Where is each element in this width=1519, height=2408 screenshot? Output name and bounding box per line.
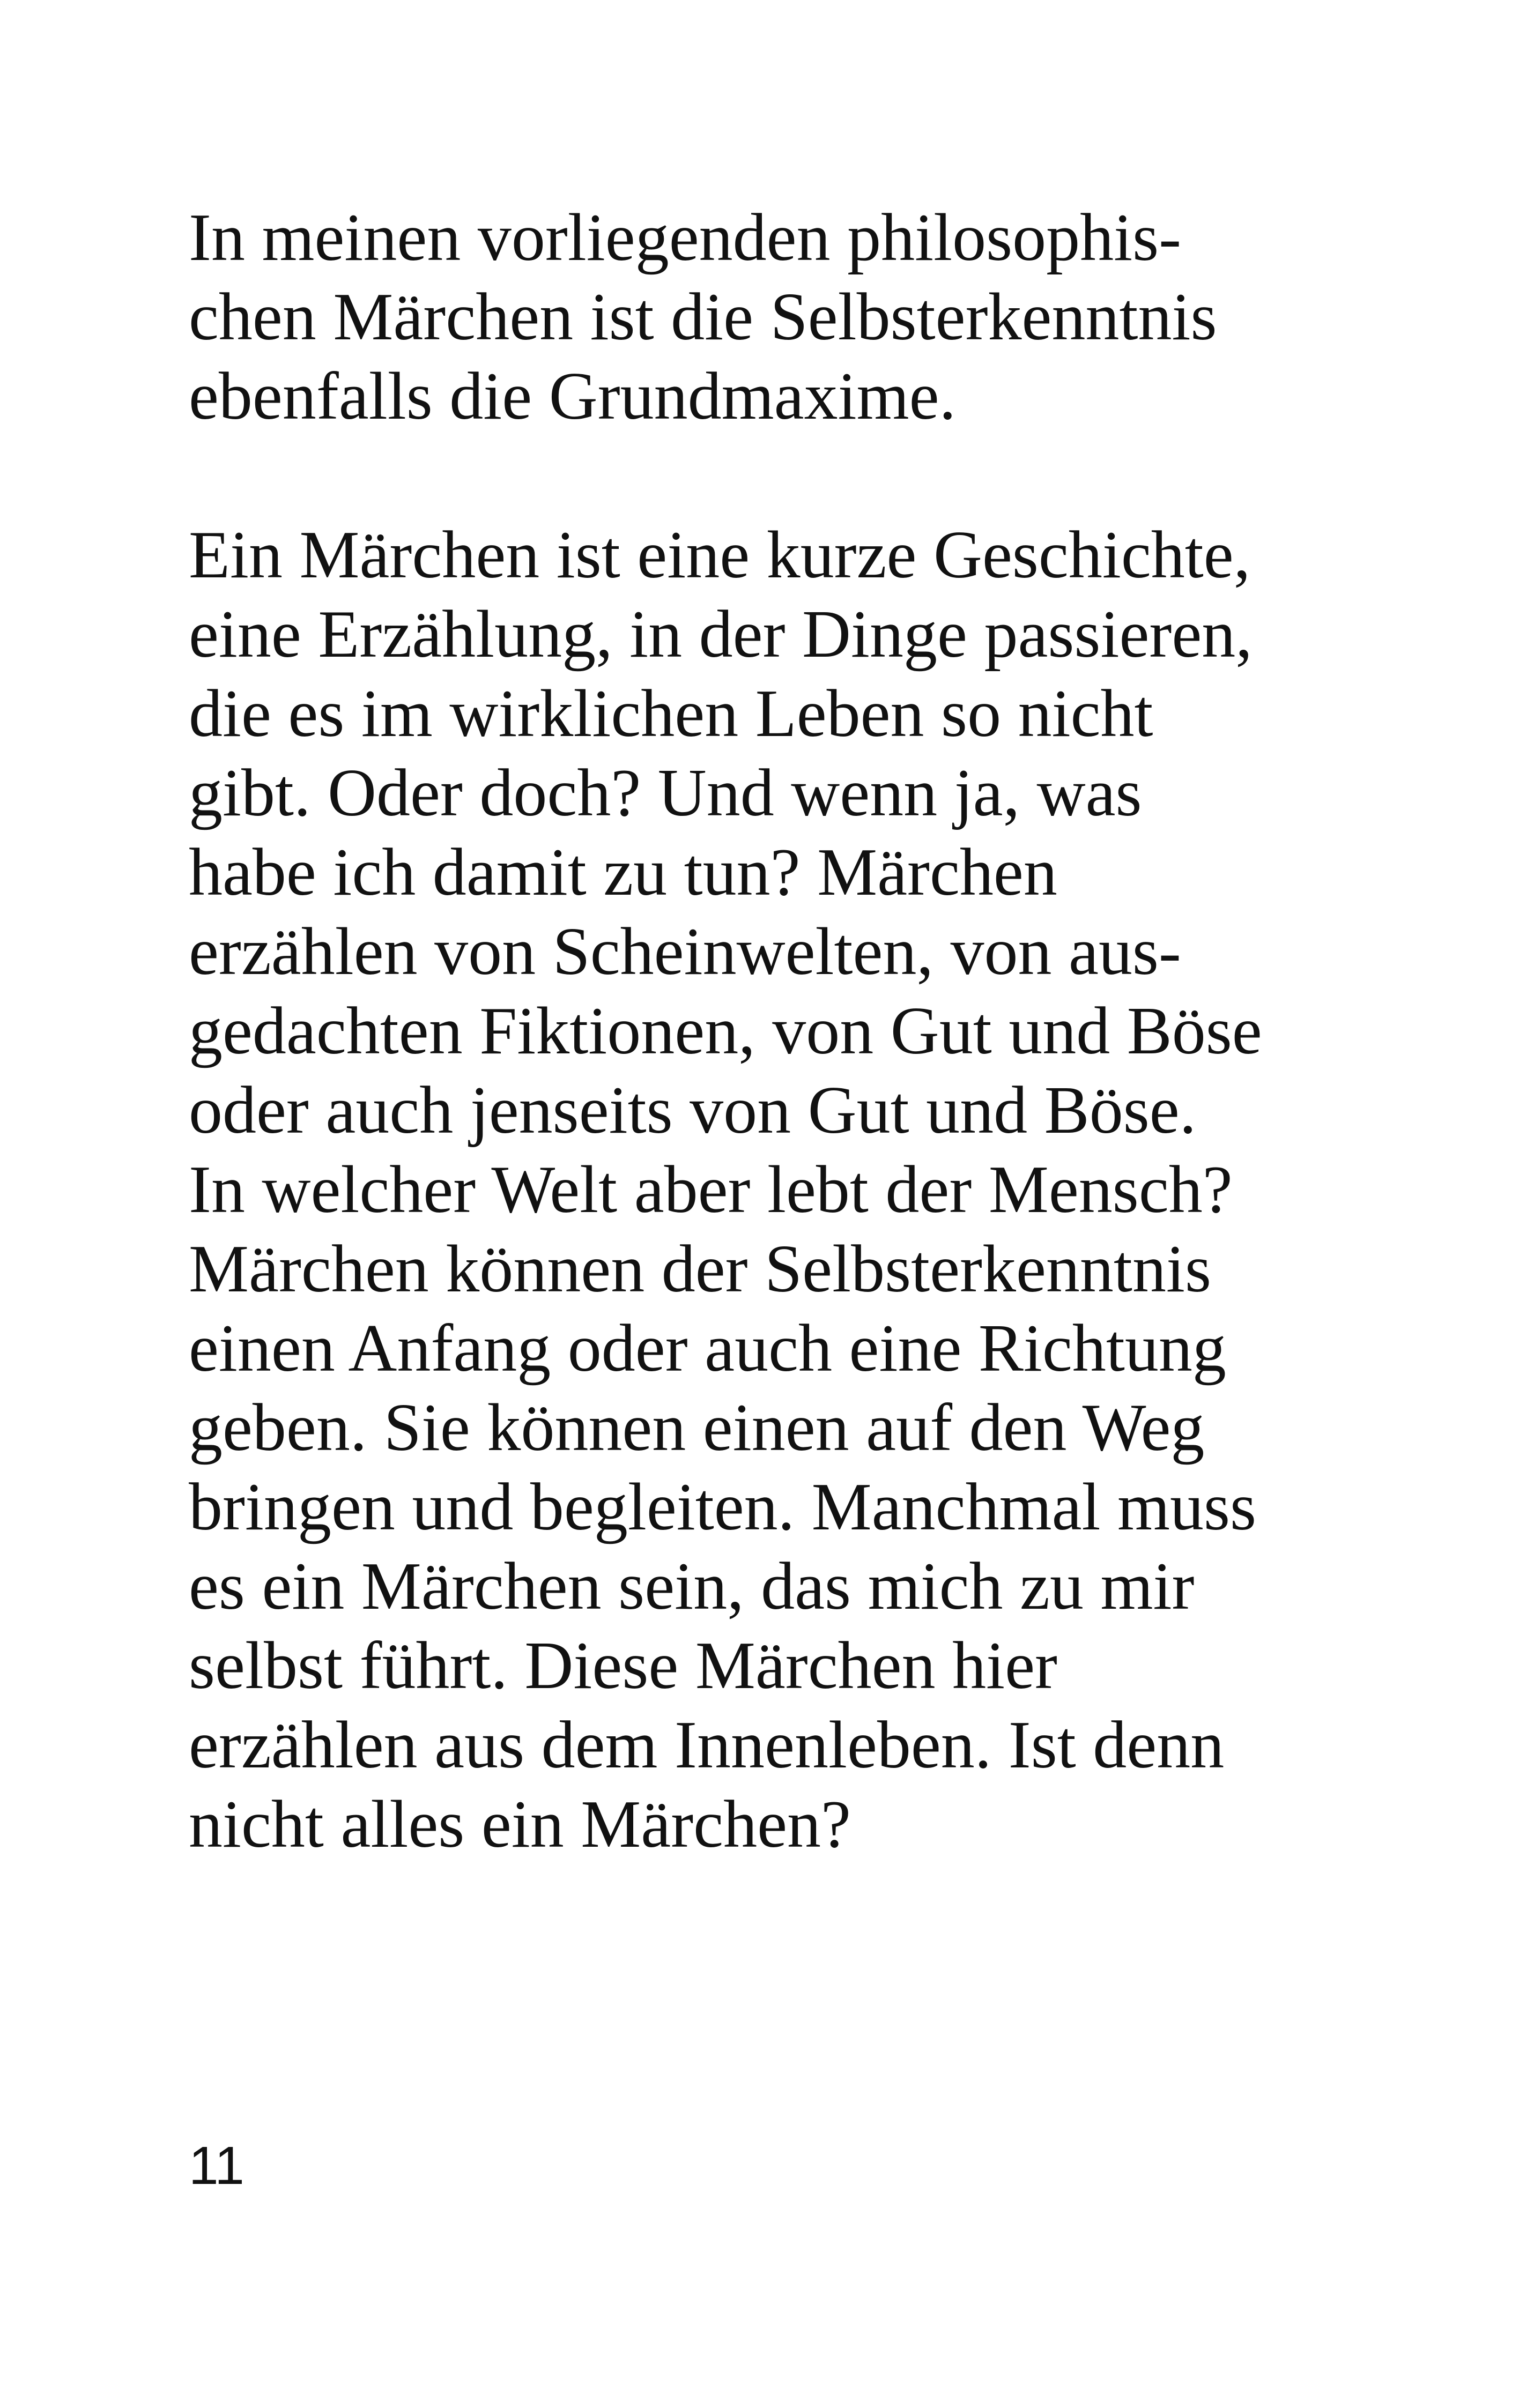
text-line: erzählen aus dem Innenleben. Ist denn: [189, 1708, 1225, 1782]
text-line: Märchen können der Selbsterkenntnis: [189, 1232, 1211, 1306]
text-line: habe ich damit zu tun? Märchen: [189, 835, 1057, 910]
text-line: eine Erzählung, in der Dinge passieren,: [189, 597, 1253, 672]
text-line: geben. Sie können einen auf den Weg: [189, 1391, 1205, 1465]
text-line: erzählen von Scheinwelten, von aus-: [189, 915, 1181, 989]
text-line: gibt. Oder doch? Und wenn ja, was: [189, 756, 1142, 830]
body-text: [189, 198, 1422, 1944]
text-line: oder auch jenseits von Gut und Böse.: [189, 1073, 1197, 1148]
page-number: 11: [189, 2136, 244, 2196]
text-line: bringen und begleiten. Manchmal muss: [189, 1470, 1257, 1544]
text-line: Ein Märchen ist eine kurze Geschichte,: [189, 518, 1251, 592]
text-line: selbst führt. Diese Märchen hier: [189, 1629, 1057, 1703]
text-line: chen Märchen ist die Selbsterkenntnis: [189, 280, 1217, 354]
paragraph-2: [189, 516, 1422, 1864]
text-line: In welcher Welt aber lebt der Mensch?: [189, 1153, 1233, 1227]
paragraph-1: [189, 198, 1422, 436]
text-line: nicht alles ein Märchen?: [189, 1787, 851, 1862]
text-line: ebenfalls die Grundmaxime.: [189, 359, 957, 434]
text-line: einen Anfang oder auch eine Richtung: [189, 1311, 1226, 1386]
text-line: gedachten Fiktionen, von Gut und Böse: [189, 994, 1262, 1068]
text-line: es ein Märchen sein, das mich zu mir: [189, 1549, 1195, 1624]
text-line: In meinen vorliegenden philosophis-: [189, 200, 1182, 275]
text-line: die es im wirklichen Leben so nicht: [189, 677, 1153, 751]
